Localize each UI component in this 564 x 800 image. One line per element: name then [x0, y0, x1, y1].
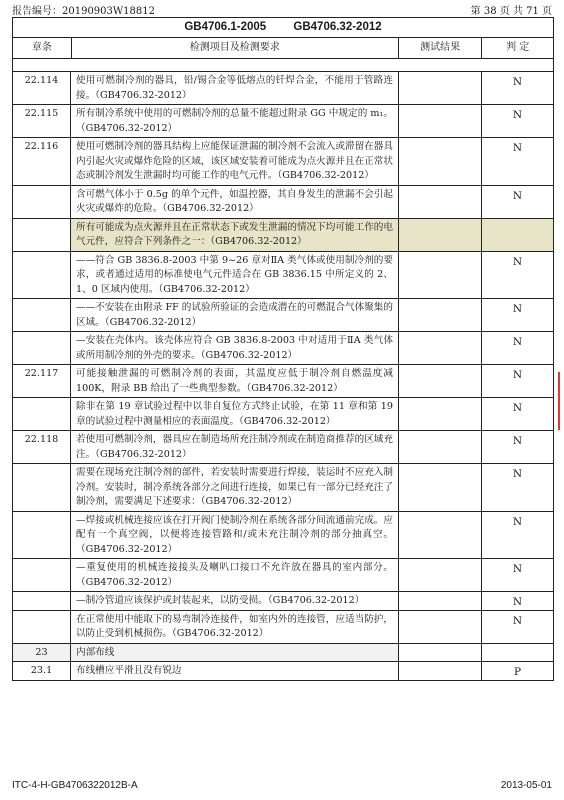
result-cell — [399, 186, 482, 218]
header-spacer — [13, 59, 553, 72]
clause-cell: 23.1 — [13, 662, 71, 680]
table-body — [13, 72, 553, 680]
clause-cell — [13, 398, 71, 430]
clause-cell: 22.114 — [13, 72, 71, 104]
test-report-table — [12, 17, 554, 681]
verdict-cell: N — [512, 369, 523, 381]
clause-cell — [13, 186, 71, 218]
table-row — [13, 138, 553, 186]
clause-cell: 22.118 — [13, 431, 71, 463]
table-row — [13, 332, 553, 365]
requirement-cell: 含可燃气体小于 0.5g 的单个元件，如温控器，其自身发生的泄漏不会引起火灾或爆炸的危险。（GB4706.32-2012） — [71, 186, 399, 218]
table-row — [13, 365, 553, 398]
verdict-cell: N — [512, 468, 523, 480]
requirement-cell: 可能接触泄漏的可燃制冷剂的表面，其温度应低于制冷剂自燃温度减 100K，附录 BB 给出了一些典型参数。（GB4706.32-2012） — [71, 365, 399, 397]
verdict-cell: N — [512, 303, 523, 315]
requirement-cell: —焊接或机械连接应该在打开阀门使制冷剂在系统各部分间流通前完成。应配有一个真空阀，以便将连接管路和/或未充注制冷剂的部分抽真空。（GB4706.32-2012） — [71, 512, 399, 559]
table-row — [13, 559, 553, 592]
result-cell — [399, 365, 482, 397]
verdict-cell — [482, 219, 553, 251]
result-cell — [399, 138, 482, 185]
clause-cell: 22.115 — [13, 105, 71, 137]
verdict-cell: N — [512, 402, 523, 414]
result-cell — [399, 464, 482, 511]
requirement-cell: —重复使用的机械连接接头及喇叭口接口不允许放在器具的室内部分。（GB4706.32-2012） — [71, 559, 399, 591]
result-cell — [399, 662, 482, 680]
requirement-cell: 布线槽应平滑且没有锐边 — [71, 662, 399, 680]
result-cell — [399, 72, 482, 104]
document-date: 2013-05-01 — [500, 780, 552, 791]
page-number: 第 38 页 共 71 页 — [470, 6, 552, 17]
clause-cell — [13, 332, 71, 364]
requirement-cell: 除非在第 19 章试验过程中以非自复位方式终止试验，在第 11 章和第 19 章的试验过程中测量相应的表面温度。（GB4706.32-2012） — [71, 398, 399, 430]
requirement-cell: —安装在壳体内。该壳体应符合 GB 3836.8-2003 中对适用于ⅡA 类气体或所用制冷剂的外壳的要求。（GB4706.32-2012） — [71, 332, 399, 364]
verdict-cell: N — [512, 596, 523, 608]
table-row — [13, 186, 553, 219]
requirement-cell: 需要在现场充注制冷剂的部件，若安装时需要进行焊接，装运时不应充入制冷剂。安装时，制冷系统各部分之间进行连接，如果已有一部分已经充注了制冷剂，需要满足下述要求：（GB4706.32-2012） — [71, 464, 399, 511]
column-result: 测试结果 — [399, 38, 483, 58]
clause-cell: 22.117 — [13, 365, 71, 397]
clause-cell: 22.116 — [13, 138, 71, 185]
result-cell — [399, 592, 482, 610]
page-header — [12, 2, 552, 18]
column-verdict: 判 定 — [506, 42, 530, 53]
requirement-cell: 在正常使用中能取下的易弯制冷连接件，如室内外的连接管，应适当防护，以防止受到机械损伤。（GB4706.32-2012） — [71, 611, 399, 643]
table-row — [13, 644, 553, 663]
result-cell — [399, 644, 482, 662]
result-cell — [399, 105, 482, 137]
table-row — [13, 252, 553, 300]
clause-cell — [13, 611, 71, 643]
document-id: ITC-4-H-GB4706322012B-A — [12, 780, 138, 791]
requirement-cell: ——符合 GB 3836.8-2003 中第 9~26 章对ⅡA 类气体或使用制冷剂的要求，或者通过适用的标准使电气元件适合在 GB 3836.15 中所定义的 2、1、0 区域内使用。（GB4706.32-2012） — [71, 252, 399, 299]
requirement-cell: ——不安装在由附录 FF 的试验所验证的会造成潜在的可燃混合气体聚集的区域。（GB4706.32-2012） — [71, 299, 399, 331]
column-clause: 章条 — [13, 38, 72, 58]
clause-cell — [13, 299, 71, 331]
result-cell — [399, 252, 482, 299]
table-row — [13, 299, 553, 332]
table-row — [13, 611, 553, 644]
verdict-cell: N — [512, 76, 523, 88]
column-requirement: 检测项目及检测要求 — [72, 38, 399, 58]
standard-2: GB4706.32-2012 — [293, 21, 382, 33]
clause-cell — [13, 252, 71, 299]
requirement-cell: 所有制冷系统中使用的可燃制冷剂的总量不能超过附录 GG 中规定的 m₁。（GB4706.32-2012） — [71, 105, 399, 137]
page-footer — [12, 780, 552, 794]
result-cell — [399, 431, 482, 463]
clause-cell: 23 — [13, 644, 71, 662]
table-row — [13, 72, 553, 105]
standard-1: GB4706.1-2005 — [184, 21, 267, 33]
verdict-cell: N — [512, 255, 523, 268]
table-row — [13, 105, 553, 138]
result-cell — [399, 398, 482, 430]
result-cell — [399, 512, 482, 559]
table-row — [13, 512, 553, 560]
requirement-cell: 使用可燃制冷剂的器具结构上应能保证泄漏的制冷剂不会流入或滞留在器具内引起火灾或爆炸危险的区域，该区域安装着可能成为点火源并且在正常状态或制冷剂发生泄漏时均可能工作的电气元件。（GB4706.32-2012） — [71, 138, 399, 185]
standards-title — [13, 18, 553, 38]
margin-mark — [558, 372, 560, 430]
table-row — [13, 662, 553, 680]
clause-cell — [13, 559, 71, 591]
verdict-cell: N — [512, 614, 523, 627]
requirement-cell: 使用可燃制冷剂的器具，铅/锡合金等低熔点的钎焊合金，不能用于管路连接。（GB4706.32-2012） — [71, 72, 399, 104]
clause-cell — [13, 464, 71, 511]
clause-cell — [13, 592, 71, 610]
table-row — [13, 464, 553, 512]
clause-cell — [13, 219, 71, 251]
requirement-cell: 若使用可燃制冷剂，器具应在制造场所充注制冷剂或在制造商推荐的区域充注。（GB4706.32-2012） — [71, 431, 399, 463]
verdict-cell: N — [512, 435, 523, 447]
verdict-cell: N — [512, 515, 523, 528]
result-cell — [399, 299, 482, 331]
verdict-cell: N — [512, 336, 523, 348]
column-header-row — [13, 38, 553, 59]
result-cell — [399, 219, 482, 251]
requirement-cell: —制冷管道应该保护或封装起来，以防受损。（GB4706.32-2012） — [71, 592, 399, 610]
verdict-cell: N — [512, 563, 523, 575]
verdict-cell: N — [512, 189, 523, 202]
result-cell — [399, 611, 482, 643]
requirement-cell: 内部布线 — [71, 644, 399, 662]
verdict-cell: N — [512, 142, 523, 154]
table-row — [13, 431, 553, 464]
result-cell — [399, 332, 482, 364]
table-row — [13, 219, 553, 252]
result-cell — [399, 559, 482, 591]
verdict-cell: P — [513, 666, 522, 678]
verdict-cell — [482, 644, 553, 662]
requirement-cell: 所有可能成为点火源并且在正常状态下或发生泄漏的情况下均可能工作的电气元件，应符合下列条件之一：（GB4706.32-2012） — [71, 219, 399, 251]
report-number: 报告编号：20190903W18812 — [12, 6, 155, 17]
table-row — [13, 592, 553, 611]
verdict-cell: N — [512, 109, 523, 121]
table-row — [13, 398, 553, 431]
clause-cell — [13, 512, 71, 559]
